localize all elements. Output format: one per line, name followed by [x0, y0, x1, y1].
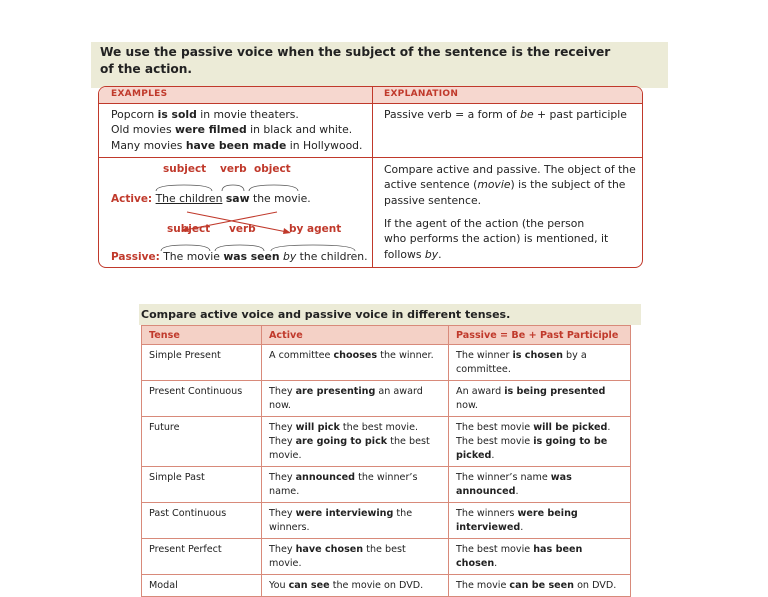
- text-fragment: can be seen: [509, 580, 575, 591]
- table-row: [142, 575, 631, 597]
- text-fragment: .: [520, 522, 524, 533]
- text-fragment: They: [269, 386, 296, 397]
- text-fragment: the winner.: [377, 350, 434, 361]
- text-fragment: .: [491, 450, 495, 461]
- text-fragment: the best: [387, 436, 430, 447]
- label-subject: subject: [163, 163, 207, 175]
- label-object: object: [254, 163, 291, 175]
- text-fragment: interviewed: [456, 522, 521, 533]
- text-fragment: name.: [269, 486, 300, 497]
- text-fragment: picked: [456, 450, 492, 461]
- text-fragment: The best movie: [456, 436, 534, 447]
- text-fragment: The winner’s name: [456, 472, 551, 483]
- tense-table-banner: [139, 304, 641, 325]
- text-fragment: is being presented: [504, 386, 606, 397]
- passive-cell: [449, 575, 631, 597]
- text-fragment: the movie on DVD.: [329, 580, 424, 591]
- table-row: [142, 345, 631, 381]
- tense-cell: Past Continuous: [142, 503, 262, 539]
- text-fragment: is chosen: [512, 350, 563, 361]
- text-fragment: They: [269, 544, 296, 555]
- text-fragment: an award now.: [269, 386, 423, 411]
- active-passive-diagram: [99, 87, 372, 268]
- explanation-1: Passive verb = a form of be + past participle: [384, 108, 627, 121]
- text-fragment: They: [269, 422, 296, 433]
- label-verb: verb: [220, 163, 247, 175]
- active-cell: [262, 503, 449, 539]
- passive-cell: [449, 345, 631, 381]
- text-fragment: The winners: [456, 508, 518, 519]
- text-fragment: They: [269, 436, 296, 447]
- active-sentence: Active: The children saw the movie.: [111, 192, 311, 205]
- explanation-2: Compare active and passive. The object of the active sentence (movie) is the subject of the passive sentence.: [384, 163, 636, 207]
- text-fragment: were being: [517, 508, 578, 519]
- text-fragment: committee.: [456, 364, 511, 375]
- text-fragment: were interviewing: [295, 508, 394, 519]
- text-fragment: the best movie.: [339, 422, 419, 433]
- header-passive: Passive = Be + Past Participle: [449, 326, 631, 345]
- text-fragment: the winner’s: [355, 472, 418, 483]
- passive-sentence: Passive: The movie was seen by the children.: [111, 250, 368, 263]
- tense-cell: Simple Past: [142, 467, 262, 503]
- text-fragment: A committee: [269, 350, 334, 361]
- text-fragment: can see: [288, 580, 330, 591]
- text-fragment: An award: [456, 386, 505, 397]
- passive-cell: [449, 467, 631, 503]
- explanation-3: If the agent of the action (the person who performs the action) is mentioned, it follows by.: [384, 217, 609, 261]
- text-fragment: They: [269, 508, 296, 519]
- text-fragment: on DVD.: [574, 580, 617, 591]
- text-fragment: The movie: [456, 580, 510, 591]
- text-fragment: winners.: [269, 522, 310, 533]
- text-fragment: The best movie: [456, 422, 534, 433]
- label-subject-2: subject: [167, 223, 211, 235]
- table-body: [142, 345, 631, 597]
- passive-cell: [449, 417, 631, 467]
- example-3: Many movies have been made in Hollywood.: [111, 138, 363, 152]
- text-fragment: will pick: [295, 422, 340, 433]
- table-row: [142, 539, 631, 575]
- table-row: [142, 503, 631, 539]
- passive-cell: [449, 503, 631, 539]
- text-fragment: the: [393, 508, 413, 519]
- text-fragment: is going to be: [533, 436, 608, 447]
- intro-line-1: We use the passive voice when the subject of the sentence is the receiver: [100, 45, 611, 59]
- tense-cell: Present Continuous: [142, 381, 262, 417]
- text-fragment: .: [494, 558, 498, 569]
- active-cell: [262, 539, 449, 575]
- text-fragment: The best movie: [456, 544, 534, 555]
- column-divider: [372, 87, 373, 267]
- header-active: Active: [262, 326, 449, 345]
- tense-cell: Future: [142, 417, 262, 467]
- text-fragment: the best movie.: [269, 544, 406, 569]
- tense-cell: Modal: [142, 575, 262, 597]
- intro-line-2: of the action.: [100, 62, 193, 76]
- text-fragment: .: [607, 422, 611, 433]
- header-tense: Tense: [142, 326, 262, 345]
- text-fragment: You: [269, 580, 289, 591]
- table-header-row: [142, 326, 631, 345]
- active-cell: [262, 467, 449, 503]
- active-cell: [262, 345, 449, 381]
- passive-cell: [449, 539, 631, 575]
- text-fragment: movie.: [269, 450, 302, 461]
- text-fragment: .: [515, 486, 519, 497]
- label-agent: by agent: [289, 223, 342, 235]
- tense-cell: Present Perfect: [142, 539, 262, 575]
- text-fragment: was: [550, 472, 572, 483]
- table-row: [142, 381, 631, 417]
- active-cell: [262, 417, 449, 467]
- example-1: Popcorn is sold in movie theaters.: [111, 108, 299, 121]
- example-2: Old movies were filmed in black and white.: [111, 123, 353, 137]
- tense-table-title: Compare active voice and passive voice in different tenses.: [141, 308, 511, 321]
- passive-voice-box: [98, 86, 643, 268]
- examples-header: EXAMPLES: [111, 89, 168, 99]
- text-fragment: announced: [456, 486, 516, 497]
- text-fragment: by a: [562, 350, 587, 361]
- tense-cell: Simple Present: [142, 345, 262, 381]
- text-fragment: will be picked: [533, 422, 608, 433]
- active-cell: [262, 575, 449, 597]
- text-fragment: chooses: [333, 350, 378, 361]
- text-fragment: have chosen: [295, 544, 364, 555]
- label-verb-2: verb: [229, 223, 256, 235]
- table-row: [142, 467, 631, 503]
- table-row: [142, 417, 631, 467]
- active-cell: [262, 381, 449, 417]
- text-fragment: has been chosen: [456, 544, 583, 569]
- text-fragment: The winner: [456, 350, 513, 361]
- text-fragment: They: [269, 472, 296, 483]
- text-fragment: are going to pick: [295, 436, 388, 447]
- explanation-header: EXPLANATION: [384, 89, 459, 99]
- tense-comparison-table: [141, 325, 631, 597]
- passive-cell: [449, 381, 631, 417]
- text-fragment: announced: [295, 472, 356, 483]
- text-fragment: are presenting: [295, 386, 376, 397]
- text-fragment: now.: [456, 400, 478, 411]
- passive-intro-banner: [91, 42, 668, 88]
